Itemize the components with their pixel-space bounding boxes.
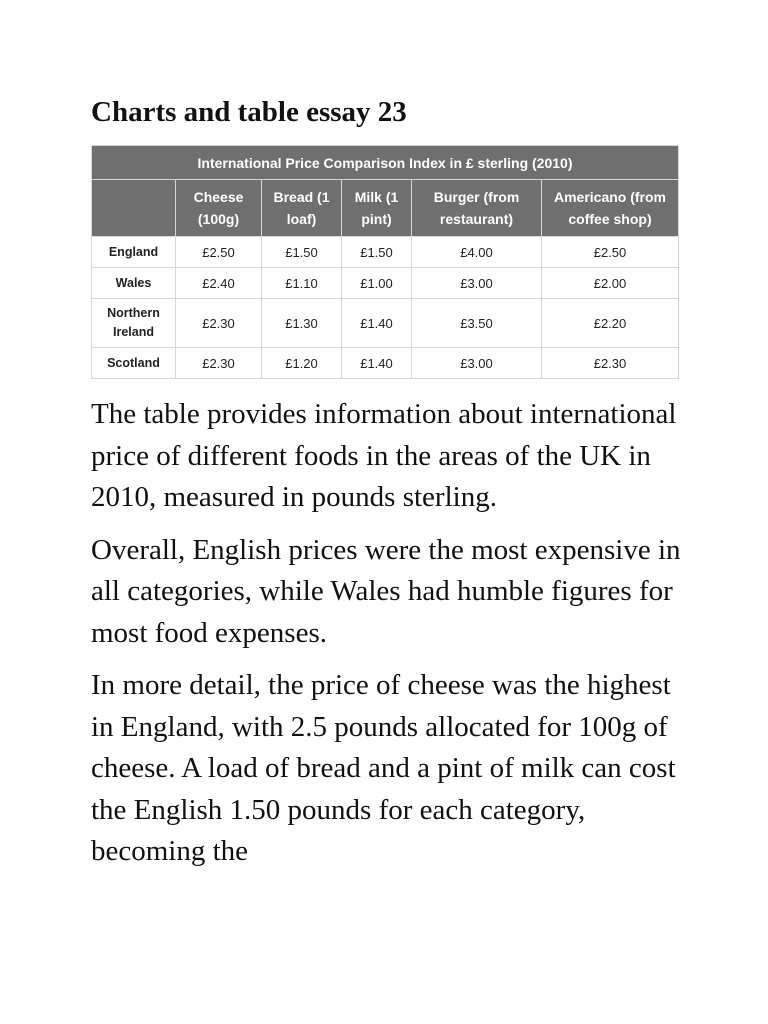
column-header-milk: Milk (1 pint) [342, 180, 412, 237]
essay-paragraph: In more detail, the price of cheese was the highest in England, with 2.5 pounds allocated for 100g of cheese. A load of bread and a pint of milk can cost the English 1.50 pounds for each category, becoming the [91, 669, 676, 867]
table-cell: £2.20 [542, 299, 679, 348]
table-cell: £2.50 [176, 237, 262, 268]
table-row [92, 237, 679, 268]
table-cell: £1.40 [342, 299, 412, 348]
column-header-burger: Burger (from restaurant) [412, 180, 542, 237]
column-header-bread: Bread (1 loaf) [262, 180, 342, 237]
table-cell: £1.50 [342, 237, 412, 268]
page-title: Charts and table essay 23 [91, 96, 407, 128]
price-comparison-table [91, 145, 679, 379]
table-cell: £4.00 [412, 237, 542, 268]
table-cell: £2.40 [176, 268, 262, 299]
table-cell: £2.00 [542, 268, 679, 299]
table-cell: £1.30 [262, 299, 342, 348]
price-table-image [91, 145, 678, 379]
table-cell: £2.50 [542, 237, 679, 268]
table-cell: £3.00 [412, 268, 542, 299]
row-label: Northern Ireland [92, 299, 176, 348]
table-cell: £2.30 [176, 299, 262, 348]
table-row [92, 268, 679, 299]
column-header-americano: Americano (from coffee shop) [542, 180, 679, 237]
table-cell: £1.50 [262, 237, 342, 268]
row-label: Wales [92, 268, 176, 299]
table-row [92, 348, 679, 379]
table-cell: £2.30 [542, 348, 679, 379]
table-cell: £1.10 [262, 268, 342, 299]
row-label: England [92, 237, 176, 268]
column-header-cheese: Cheese (100g) [176, 180, 262, 237]
table-cell: £3.00 [412, 348, 542, 379]
table-cell: £2.30 [176, 348, 262, 379]
corner-cell [92, 180, 176, 237]
table-caption: International Price Comparison Index in £ sterling (2010) [92, 146, 679, 180]
table-row [92, 299, 679, 348]
table-cell: £1.20 [262, 348, 342, 379]
table-cell: £3.50 [412, 299, 542, 348]
table-cell: £1.40 [342, 348, 412, 379]
essay-paragraph: The table provides information about international price of different foods in the areas of the UK in 2010, measured in pounds sterling. [91, 398, 677, 513]
row-label: Scotland [92, 348, 176, 379]
table-cell: £1.00 [342, 268, 412, 299]
essay-paragraph: Overall, English prices were the most expensive in all categories, while Wales had humble figures for most food expenses. [91, 533, 681, 649]
essay-body [91, 394, 681, 884]
